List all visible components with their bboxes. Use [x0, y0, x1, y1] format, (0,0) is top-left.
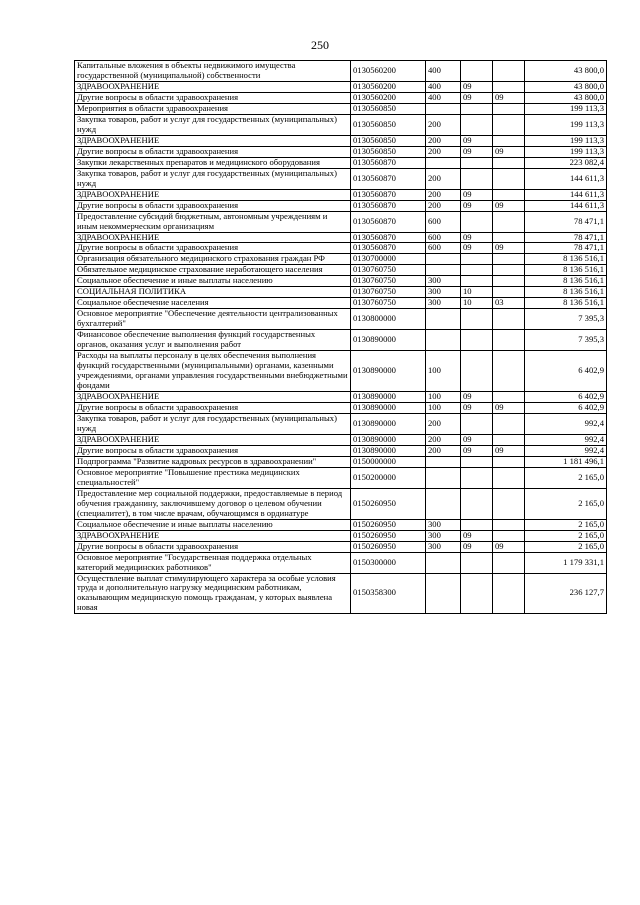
section-cell [461, 351, 493, 392]
table-row [75, 530, 607, 541]
amount-cell: 992,4 [525, 445, 607, 456]
expense-name-cell: Закупка товаров, работ и услуг для государственных (муниципальных) нужд [75, 413, 351, 434]
table-row [75, 200, 607, 211]
section-cell [461, 168, 493, 189]
target-code-cell: 0150000000 [351, 456, 426, 467]
subsection-cell [493, 287, 525, 298]
amount-cell: 992,4 [525, 434, 607, 445]
table-row [75, 298, 607, 309]
target-code-cell: 0130890000 [351, 403, 426, 414]
section-cell: 09 [461, 530, 493, 541]
section-cell [461, 488, 493, 519]
table-row [75, 92, 607, 103]
expense-type-cell: 200 [426, 434, 461, 445]
section-cell: 09 [461, 189, 493, 200]
subsection-cell [493, 330, 525, 351]
expense-type-cell: 200 [426, 114, 461, 135]
amount-cell: 6 402,9 [525, 351, 607, 392]
amount-cell: 236 127,7 [525, 573, 607, 614]
table-row [75, 276, 607, 287]
amount-cell: 78 471,1 [525, 232, 607, 243]
expense-type-cell: 100 [426, 392, 461, 403]
amount-cell: 992,4 [525, 413, 607, 434]
target-code-cell: 0130890000 [351, 392, 426, 403]
expense-name-cell: Социальное обеспечение населения [75, 298, 351, 309]
amount-cell: 144 611,3 [525, 200, 607, 211]
expense-name-cell: ЗДРАВООХРАНЕНИЕ [75, 530, 351, 541]
table-row [75, 189, 607, 200]
subsection-cell [493, 530, 525, 541]
table-row [75, 351, 607, 392]
target-code-cell: 0130560850 [351, 146, 426, 157]
section-cell: 09 [461, 232, 493, 243]
expense-name-cell: Закупки лекарственных препаратов и медицинского оборудования [75, 157, 351, 168]
amount-cell: 78 471,1 [525, 243, 607, 254]
section-cell: 10 [461, 298, 493, 309]
expense-name-cell: Предоставление мер социальной поддержки, предоставляемые в период обучения гражданину, заключившему договор о целевом обучении (специалитет), в том числе врачам, обучающимся в ординатуре [75, 488, 351, 519]
expense-name-cell: Основное мероприятие "Повышение престижа медицинских специальностей" [75, 467, 351, 488]
section-cell: 09 [461, 541, 493, 552]
expense-name-cell: ЗДРАВООХРАНЕНИЕ [75, 189, 351, 200]
table-row [75, 81, 607, 92]
target-code-cell: 0130560870 [351, 200, 426, 211]
target-code-cell: 0130890000 [351, 330, 426, 351]
table-row [75, 232, 607, 243]
subsection-cell: 09 [493, 403, 525, 414]
subsection-cell [493, 254, 525, 265]
expense-type-cell: 100 [426, 403, 461, 414]
expense-type-cell: 300 [426, 287, 461, 298]
subsection-cell [493, 467, 525, 488]
table-row [75, 488, 607, 519]
subsection-cell [493, 265, 525, 276]
table-row [75, 403, 607, 414]
expense-type-cell: 600 [426, 243, 461, 254]
amount-cell: 1 181 496,1 [525, 456, 607, 467]
expense-type-cell: 400 [426, 61, 461, 82]
section-cell [461, 157, 493, 168]
table-row [75, 254, 607, 265]
expense-name-cell: Закупка товаров, работ и услуг для государственных (муниципальных) нужд [75, 114, 351, 135]
subsection-cell [493, 135, 525, 146]
amount-cell: 2 165,0 [525, 541, 607, 552]
table-row [75, 519, 607, 530]
section-cell [461, 103, 493, 114]
amount-cell: 223 082,4 [525, 157, 607, 168]
amount-cell: 199 113,3 [525, 135, 607, 146]
section-cell: 09 [461, 92, 493, 103]
expense-type-cell: 300 [426, 541, 461, 552]
target-code-cell: 0130560200 [351, 81, 426, 92]
amount-cell: 8 136 516,1 [525, 287, 607, 298]
section-cell [461, 467, 493, 488]
subsection-cell [493, 103, 525, 114]
amount-cell: 43 800,0 [525, 81, 607, 92]
budget-table [74, 60, 607, 614]
amount-cell: 2 165,0 [525, 519, 607, 530]
expense-type-cell [426, 552, 461, 573]
target-code-cell: 0150200000 [351, 467, 426, 488]
subsection-cell [493, 61, 525, 82]
expense-name-cell: Расходы на выплаты персоналу в целях обеспечения выполнения функций государственными (муниципальными) органами, казенными учреждениями, органами управления государственными внебюджетными фондами [75, 351, 351, 392]
table-row [75, 61, 607, 82]
subsection-cell [493, 488, 525, 519]
expense-type-cell [426, 157, 461, 168]
target-code-cell: 0130760750 [351, 298, 426, 309]
table-row [75, 243, 607, 254]
amount-cell: 7 395,3 [525, 309, 607, 330]
target-code-cell: 0130760750 [351, 276, 426, 287]
table-row [75, 265, 607, 276]
subsection-cell: 09 [493, 541, 525, 552]
table-row [75, 552, 607, 573]
table-row [75, 309, 607, 330]
expense-name-cell: Социальное обеспечение и иные выплаты населению [75, 519, 351, 530]
target-code-cell: 0130560200 [351, 61, 426, 82]
expense-name-cell: Обязательное медицинское страхование неработающего населения [75, 265, 351, 276]
subsection-cell [493, 114, 525, 135]
section-cell: 09 [461, 200, 493, 211]
subsection-cell [493, 573, 525, 614]
expense-name-cell: ЗДРАВООХРАНЕНИЕ [75, 135, 351, 146]
table-row [75, 135, 607, 146]
expense-name-cell: Подпрограмма "Развитие кадровых ресурсов в здравоохранении" [75, 456, 351, 467]
section-cell [461, 552, 493, 573]
table-row [75, 211, 607, 232]
amount-cell: 43 800,0 [525, 92, 607, 103]
section-cell [461, 211, 493, 232]
section-cell [461, 330, 493, 351]
subsection-cell [493, 309, 525, 330]
expense-name-cell: ЗДРАВООХРАНЕНИЕ [75, 392, 351, 403]
section-cell [461, 309, 493, 330]
table-row [75, 413, 607, 434]
expense-name-cell: ЗДРАВООХРАНЕНИЕ [75, 434, 351, 445]
amount-cell: 78 471,1 [525, 211, 607, 232]
target-code-cell: 0130890000 [351, 445, 426, 456]
table-row [75, 445, 607, 456]
subsection-cell [493, 168, 525, 189]
target-code-cell: 0130560870 [351, 243, 426, 254]
subsection-cell [493, 211, 525, 232]
target-code-cell: 0130890000 [351, 434, 426, 445]
expense-name-cell: Другие вопросы в области здравоохранения [75, 445, 351, 456]
expense-type-cell: 300 [426, 519, 461, 530]
expense-name-cell: Основное мероприятие "Обеспечение деятельности централизованных бухгалтерий" [75, 309, 351, 330]
expense-name-cell: Капитальные вложения в объекты недвижимого имущества государственной (муниципальной) собственности [75, 61, 351, 82]
target-code-cell: 0150260950 [351, 530, 426, 541]
subsection-cell [493, 456, 525, 467]
table-row [75, 573, 607, 614]
subsection-cell [493, 413, 525, 434]
section-cell: 09 [461, 445, 493, 456]
target-code-cell: 0130700000 [351, 254, 426, 265]
amount-cell: 2 165,0 [525, 488, 607, 519]
expense-name-cell: Другие вопросы в области здравоохранения [75, 200, 351, 211]
table-row [75, 168, 607, 189]
amount-cell: 2 165,0 [525, 467, 607, 488]
target-code-cell: 0130890000 [351, 413, 426, 434]
expense-type-cell: 200 [426, 168, 461, 189]
amount-cell: 8 136 516,1 [525, 276, 607, 287]
expense-type-cell: 400 [426, 92, 461, 103]
target-code-cell: 0130560870 [351, 168, 426, 189]
expense-type-cell [426, 467, 461, 488]
expense-type-cell: 200 [426, 146, 461, 157]
expense-type-cell [426, 103, 461, 114]
amount-cell: 144 611,3 [525, 189, 607, 200]
expense-type-cell [426, 254, 461, 265]
expense-name-cell: Другие вопросы в области здравоохранения [75, 92, 351, 103]
expense-name-cell: Закупка товаров, работ и услуг для государственных (муниципальных) нужд [75, 168, 351, 189]
target-code-cell: 0130760750 [351, 265, 426, 276]
section-cell [461, 265, 493, 276]
target-code-cell: 0130560850 [351, 103, 426, 114]
expense-name-cell: ЗДРАВООХРАНЕНИЕ [75, 81, 351, 92]
table-row [75, 103, 607, 114]
table-row [75, 467, 607, 488]
amount-cell: 8 136 516,1 [525, 298, 607, 309]
amount-cell: 6 402,9 [525, 403, 607, 414]
expense-type-cell: 200 [426, 135, 461, 146]
target-code-cell: 0130560850 [351, 135, 426, 146]
expense-type-cell [426, 309, 461, 330]
section-cell: 09 [461, 146, 493, 157]
expense-type-cell: 200 [426, 445, 461, 456]
expense-type-cell [426, 330, 461, 351]
expense-name-cell: Другие вопросы в области здравоохранения [75, 403, 351, 414]
subsection-cell [493, 276, 525, 287]
target-code-cell: 0150260950 [351, 488, 426, 519]
expense-type-cell: 300 [426, 530, 461, 541]
amount-cell: 199 113,3 [525, 103, 607, 114]
expense-type-cell: 200 [426, 189, 461, 200]
expense-type-cell: 200 [426, 200, 461, 211]
target-code-cell: 0130560870 [351, 232, 426, 243]
section-cell: 09 [461, 243, 493, 254]
target-code-cell: 0130760750 [351, 287, 426, 298]
section-cell [461, 114, 493, 135]
expense-name-cell: Основное мероприятие "Государственная поддержка отдельных категорий медицинских работников" [75, 552, 351, 573]
expense-name-cell: Осуществление выплат стимулирующего характера за особые условия труда и дополнительную нагрузку медицинским работникам, оказывающим медицинскую помощь гражданам, у которых выявлена новая [75, 573, 351, 614]
subsection-cell: 09 [493, 92, 525, 103]
table-row [75, 392, 607, 403]
section-cell [461, 519, 493, 530]
subsection-cell: 09 [493, 200, 525, 211]
table-row [75, 157, 607, 168]
expense-name-cell: СОЦИАЛЬНАЯ ПОЛИТИКА [75, 287, 351, 298]
amount-cell: 43 800,0 [525, 61, 607, 82]
target-code-cell: 0130890000 [351, 351, 426, 392]
subsection-cell [493, 351, 525, 392]
section-cell [461, 573, 493, 614]
table-row [75, 330, 607, 351]
expense-type-cell: 400 [426, 81, 461, 92]
expense-name-cell: Организация обязательного медицинского страхования граждан РФ [75, 254, 351, 265]
amount-cell: 8 136 516,1 [525, 265, 607, 276]
section-cell: 09 [461, 434, 493, 445]
expense-type-cell: 300 [426, 298, 461, 309]
target-code-cell: 0150358300 [351, 573, 426, 614]
expense-type-cell: 600 [426, 232, 461, 243]
table-row [75, 287, 607, 298]
expense-type-cell [426, 265, 461, 276]
target-code-cell: 0130560870 [351, 189, 426, 200]
amount-cell: 2 165,0 [525, 530, 607, 541]
target-code-cell: 0150260950 [351, 541, 426, 552]
subsection-cell: 09 [493, 445, 525, 456]
expense-name-cell: Другие вопросы в области здравоохранения [75, 541, 351, 552]
expense-name-cell: ЗДРАВООХРАНЕНИЕ [75, 232, 351, 243]
amount-cell: 199 113,3 [525, 146, 607, 157]
expense-type-cell [426, 456, 461, 467]
subsection-cell [493, 519, 525, 530]
expense-name-cell: Мероприятия в области здравоохранения [75, 103, 351, 114]
amount-cell: 199 113,3 [525, 114, 607, 135]
section-cell: 09 [461, 403, 493, 414]
subsection-cell [493, 81, 525, 92]
expense-type-cell: 300 [426, 276, 461, 287]
expense-name-cell: Другие вопросы в области здравоохранения [75, 146, 351, 157]
amount-cell: 8 136 516,1 [525, 254, 607, 265]
target-code-cell: 0150260950 [351, 519, 426, 530]
subsection-cell [493, 552, 525, 573]
table-row [75, 434, 607, 445]
subsection-cell: 09 [493, 146, 525, 157]
expense-type-cell [426, 488, 461, 519]
amount-cell: 1 179 331,1 [525, 552, 607, 573]
expense-name-cell: Другие вопросы в области здравоохранения [75, 243, 351, 254]
section-cell: 10 [461, 287, 493, 298]
amount-cell: 144 611,3 [525, 168, 607, 189]
expense-type-cell [426, 573, 461, 614]
section-cell: 09 [461, 392, 493, 403]
subsection-cell [493, 392, 525, 403]
target-code-cell: 0130560200 [351, 92, 426, 103]
target-code-cell: 0130560850 [351, 114, 426, 135]
expense-type-cell: 600 [426, 211, 461, 232]
target-code-cell: 0130560870 [351, 211, 426, 232]
table-row [75, 456, 607, 467]
page-number: 250 [311, 38, 329, 52]
section-cell [461, 254, 493, 265]
expense-type-cell: 100 [426, 351, 461, 392]
expense-name-cell: Финансовое обеспечение выполнения функций государственных органов, оказания услуг и выполнения работ [75, 330, 351, 351]
expense-name-cell: Предоставление субсидий бюджетным, автономным учреждениям и иным некоммерческим организациям [75, 211, 351, 232]
table-row [75, 114, 607, 135]
target-code-cell: 0130560870 [351, 157, 426, 168]
section-cell [461, 413, 493, 434]
section-cell [461, 276, 493, 287]
subsection-cell [493, 232, 525, 243]
subsection-cell [493, 434, 525, 445]
amount-cell: 6 402,9 [525, 392, 607, 403]
budget-table-body [75, 61, 607, 614]
subsection-cell: 09 [493, 243, 525, 254]
expense-type-cell: 200 [426, 413, 461, 434]
expense-name-cell: Социальное обеспечение и иные выплаты населению [75, 276, 351, 287]
table-row [75, 541, 607, 552]
section-cell: 09 [461, 81, 493, 92]
section-cell [461, 61, 493, 82]
table-row [75, 146, 607, 157]
amount-cell: 7 395,3 [525, 330, 607, 351]
target-code-cell: 0150300000 [351, 552, 426, 573]
section-cell [461, 456, 493, 467]
section-cell: 09 [461, 135, 493, 146]
subsection-cell [493, 189, 525, 200]
target-code-cell: 0130800000 [351, 309, 426, 330]
subsection-cell: 03 [493, 298, 525, 309]
subsection-cell [493, 157, 525, 168]
